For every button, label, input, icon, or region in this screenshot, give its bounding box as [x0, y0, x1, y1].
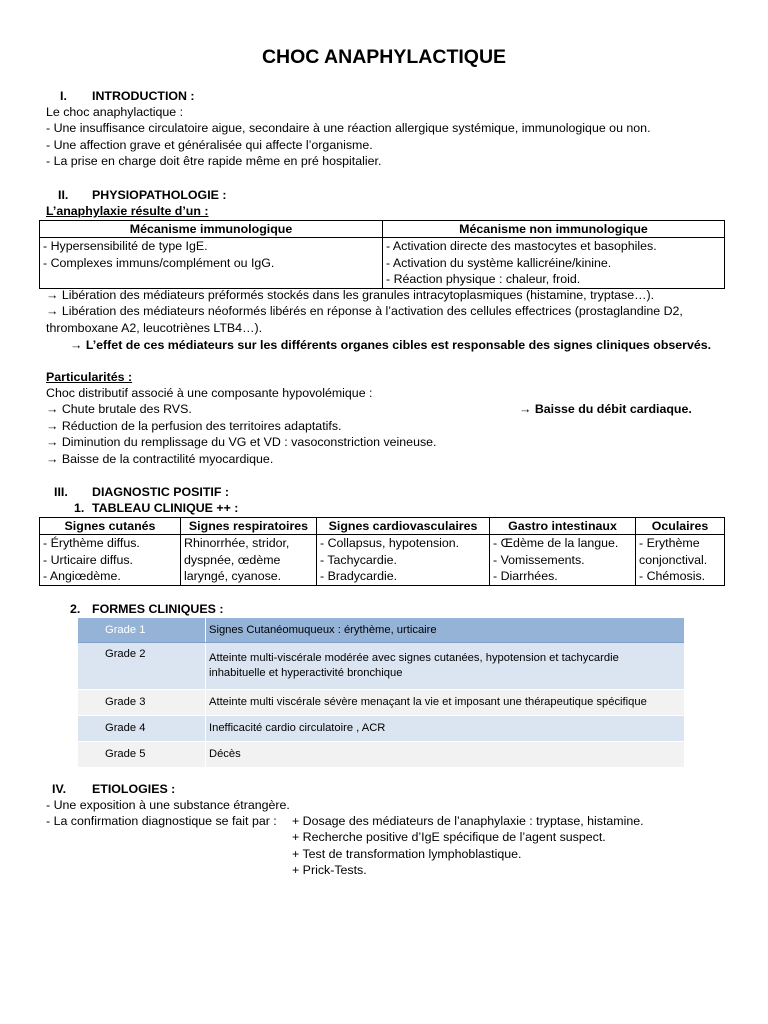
- grade-description: [206, 742, 685, 768]
- particularite-line: → Diminution du remplissage du VG et VD : vasoconstriction veineuse.: [46, 435, 437, 450]
- intro-line: Le choc anaphylactique :: [46, 105, 184, 119]
- grade-description-line: Décès: [209, 748, 241, 760]
- mechanism-table: [39, 220, 725, 289]
- subsection-1-number: 1.: [74, 501, 85, 515]
- clinical-item: Rhinorrhée, stridor,: [184, 536, 290, 551]
- mechanism-cell-non-immuno: [383, 238, 725, 288]
- grade-row: [78, 643, 684, 690]
- grade-label: Grade 2: [78, 643, 206, 690]
- subsection-2-number: 2.: [70, 602, 81, 616]
- section-1-heading: INTRODUCTION :: [92, 89, 195, 103]
- grade-description-line: Atteinte multi viscérale sévère menaçant la vie et imposant une thérapeutique spécifique: [209, 696, 647, 708]
- particularite-line: → Réduction de la perfusion des territoires adaptatifs.: [46, 418, 342, 433]
- particularites-heading: Particularités :: [46, 370, 133, 384]
- particularites-result: → Baisse du débit cardiaque.: [519, 402, 692, 416]
- clinical-item: - Bradycardie.: [320, 569, 398, 584]
- clinical-table: [39, 517, 725, 586]
- grade-description-line: Atteinte multi-viscérale modérée avec signes cutanées, hypotension et tachycardie: [209, 652, 619, 664]
- clinical-item: dyspnée, œdème: [184, 552, 281, 567]
- grade-row: [78, 742, 684, 768]
- grade-row: [78, 618, 684, 643]
- grade-row: [78, 716, 684, 742]
- grade-description-line: Inefficacité cardio circulatoire , ACR: [209, 722, 386, 734]
- intro-line: - La prise en charge doit être rapide même en pré hospitalier.: [46, 154, 382, 169]
- clinical-cell-oculaires: [636, 535, 725, 585]
- section-3-heading: DIAGNOSTIC POSITIF :: [92, 485, 229, 499]
- intro-line: - Une affection grave et généralisée qui affecte l’organisme.: [46, 137, 373, 152]
- etiology-test: + Prick-Tests.: [292, 863, 367, 878]
- section-4-heading: ETIOLOGIES :: [92, 782, 176, 796]
- clinical-item: - Érythème diffus.: [43, 536, 140, 551]
- etiologies-line-2: - La confirmation diagnostique se fait par :: [46, 814, 277, 828]
- clinical-item: - Chémosis.: [639, 569, 706, 584]
- clinical-item: - Vomissements.: [493, 552, 585, 567]
- mechanism-item: - Hypersensibilité de type IgE.: [43, 239, 208, 254]
- section-1-number: I.: [60, 89, 67, 103]
- section-2-number: II.: [58, 188, 69, 202]
- mediator-line: → Libération des médiateurs néoformés libérés en réponse à l’activation des cellules effectrices (prostaglandine D2,: [46, 304, 683, 319]
- subsection-1-heading: TABLEAU CLINIQUE ++ :: [92, 501, 239, 515]
- particularite-line: Choc distributif associé à une composante hypovolémique :: [46, 386, 373, 400]
- clinical-header-oculaires: Oculaires: [636, 518, 725, 535]
- clinical-item: - Angiœdème.: [43, 569, 121, 584]
- mechanism-header-immuno: Mécanisme immunologique: [40, 221, 383, 238]
- clinical-cell-gastro: [490, 535, 636, 585]
- clinical-item: laryngé, cyanose.: [184, 569, 282, 584]
- mechanism-item: - Activation du système kallicréine/kinine.: [386, 255, 612, 270]
- mechanism-cell-immuno: [40, 238, 383, 288]
- grade-description: [206, 618, 685, 643]
- section-2-heading: PHYSIOPATHOLOGIE :: [92, 188, 227, 202]
- mechanism-item: - Activation directe des mastocytes et basophiles.: [386, 239, 657, 254]
- mechanism-item: - Complexes immuns/complément ou IgG.: [43, 255, 275, 270]
- etiology-test: + Test de transformation lymphoblastique.: [292, 846, 522, 861]
- clinical-header-cardio: Signes cardiovasculaires: [317, 518, 490, 535]
- grade-description: [206, 690, 685, 716]
- clinical-cell-cutanes: [40, 535, 181, 585]
- clinical-item: - Urticaire diffus.: [43, 552, 133, 567]
- grade-label: Grade 1: [78, 618, 206, 643]
- grade-label: Grade 3: [78, 690, 206, 716]
- mediator-line: → Libération des médiateurs préformés stockés dans les granules intracytoplasmiques (histamine, tryptase…).: [46, 288, 655, 302]
- clinical-item: - Erythème: [639, 536, 700, 551]
- clinical-header-gastro: Gastro intestinaux: [490, 518, 636, 535]
- etiology-test: + Dosage des médiateurs de l’anaphylaxie : tryptase, histamine.: [292, 814, 644, 828]
- etiology-test: + Recherche positive d’IgE spécifique de l’agent suspect.: [292, 830, 606, 845]
- particularite-line: → Baisse de la contractilité myocardique.: [46, 451, 274, 466]
- etiologies-line-1: - Une exposition à une substance étrangère.: [46, 798, 290, 812]
- clinical-cell-cardio: [317, 535, 490, 585]
- section-4-number: IV.: [52, 782, 67, 796]
- grade-description-line: Signes Cutanéomuqueux : érythème, urticaire: [209, 623, 437, 636]
- page-title: CHOC ANAPHYLACTIQUE: [261, 46, 507, 68]
- intro-text: [46, 104, 651, 170]
- grade-description: [206, 643, 685, 690]
- mediator-line: thromboxane A2, leucotriènes LTB4…).: [46, 320, 263, 335]
- subsection-2-heading: FORMES CLINIQUES :: [92, 602, 224, 616]
- clinical-cell-respiratoires: [181, 535, 317, 585]
- clinical-item: - Diarrhées.: [493, 569, 558, 584]
- grade-description: [206, 716, 685, 742]
- particularites-list: [46, 385, 437, 467]
- mechanism-header-non-immuno: Mécanisme non immunologique: [383, 221, 725, 238]
- clinical-item: conjonctival.: [639, 552, 708, 567]
- clinical-item: - Tachycardie.: [320, 552, 397, 567]
- grade-description-line: inhabituelle et hyperactivité bronchique: [209, 667, 403, 679]
- grade-label: Grade 4: [78, 716, 206, 742]
- clinical-item: - Œdème de la langue.: [493, 536, 619, 551]
- grades-table: [78, 618, 684, 767]
- mechanism-item: - Réaction physique : chaleur, froid.: [386, 272, 581, 287]
- clinical-header-respiratoires: Signes respiratoires: [181, 518, 317, 535]
- particularite-line: → Chute brutale des RVS.: [46, 402, 192, 417]
- physio-subheading: L’anaphylaxie résulte d’un :: [46, 204, 209, 218]
- etiologies-tests: [292, 813, 644, 879]
- grade-label: Grade 5: [78, 742, 206, 768]
- physio-conclusion: → L’effet de ces médiateurs sur les différents organes cibles est responsable des signes cliniques observés.: [70, 338, 712, 352]
- intro-line: - Une insuffisance circulatoire aigue, secondaire à une réaction allergique systémique, immunologique ou non.: [46, 121, 651, 136]
- section-3-number: III.: [54, 485, 68, 499]
- clinical-header-cutanes: Signes cutanés: [40, 518, 181, 535]
- grade-row: [78, 690, 684, 716]
- clinical-item: - Collapsus, hypotension.: [320, 536, 460, 551]
- physio-mediators: [46, 287, 683, 336]
